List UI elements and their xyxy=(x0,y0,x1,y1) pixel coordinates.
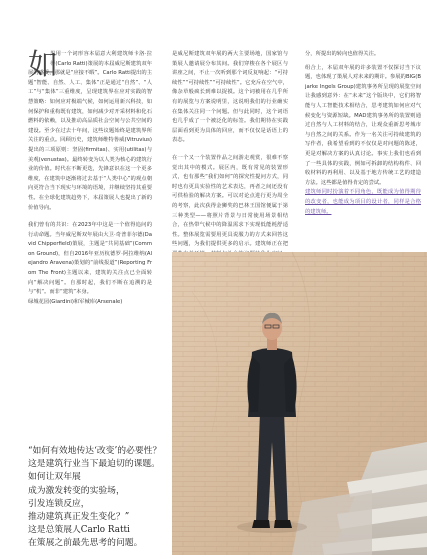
drop-cap: 如 xyxy=(28,48,58,83)
paragraph-7: 分，所提出的转向也值得关注。 xyxy=(305,51,380,57)
paragraph-5: 在一个又一个装置作品之间游走观赏，很难不察觉出其中的模式。展区内，既有常见的装置形式，也有那些“我们如何”的探究性提问方式，同时也有更具实验性的艺术表达，再者之间还没有可供检验的解决方案。可以对论点进行更为周全的考察，此次获得金狮奖的巴林王国馆便属于第三种类型——将照片背景与日常使用场景相结合，在热带气候中的降温需求下实现低能耗舒适性。整体展览需要用更具说服力的方式来回答这些问题，为我们提供更多的启示。建筑师正在把 xyxy=(172,154,288,248)
pull-quote-line: 引发连锁反应， xyxy=(28,498,90,509)
drop-cap-spacer xyxy=(28,50,50,68)
portrait-photo xyxy=(172,252,427,555)
paragraph-8: 组合上，本届双年展的许多装置不仅探讨当下议题，也体现了策展人对未来的期许。参展的BIG(Bjarke Ingels Group)建筑事务所呈现的展览空间让我感到意外：在“未来”这个版块中，它们将智能与人工智能技术相结合，思考建筑如何应对气候变化与资源短缺。MAD建筑事务所的装置则通过自然与人工材料的结合，让观众重新思考城市与自然之间的关系。作为一名关注可持续建筑的写作者，我希望看到的不仅仅是对问题的陈述，更是对解决方案的认真讨论。事实上我们也看到了一些具体的实践，例如可拆卸的结构构件、回收材料的再利用、以及基于地方传统工艺的建造方法。这些都是值得肯定的尝试。 xyxy=(305,64,421,186)
article-column-2 xyxy=(172,50,288,275)
article-column-1 xyxy=(28,50,152,450)
pull-quote-line: 如何让双年展 xyxy=(28,472,81,483)
article-column-3 xyxy=(305,50,421,216)
highlighted-link[interactable]: 建筑师同时扮演着不同角色，既能成为值得期待的改变者，也能成为项目的设计者，同样是合格的建筑师。 xyxy=(305,189,421,215)
pull-quote-line: 在策展之前最先思考的问题。 xyxy=(28,538,143,549)
pull-quote-line: 这是建筑行业当下最迫切的课题。 xyxy=(28,459,160,470)
paragraph-2: 我们曾有的共识：在2023年中这是一个值得追问的行动命题。当年威尼斯双年展由大卫·奇普菲尔德(David Chipperfield)策展，主题是“共同基础”(Common Ground)，但自2016年亚历杭德罗·阿拉维纳(Alejandro Aravena)策划的“前线报道”(Reporting From The Front)主题以来，建筑的关注点已全面转向“解决问题”。自那时起，我们不断在追溯的是与“机“。而非“建筑”本身。 xyxy=(28,222,152,296)
pull-quote-line: “如何有效地传达‘改变’的必要性？ xyxy=(28,446,162,456)
portrait-photo-image xyxy=(172,252,427,555)
paragraph-1: 果用一个词形容本届意大利建筑师卡洛·拉蒂(Carlo Ratti)策展的本届威尼斯建筑双年展的感受，那就是“应接不暇”。Carlo Ratti提出的主题“智能、自然、人工、集体”正是通过“自然”、“人工”与“集体”三重维度，呈现建筑界在应对实践的智慧策略：如何应对极端气候，如何运用新兴科技，如何保护和重构既有建筑，如何减少对开采材料和化石燃料的依赖，以及推动高品质社会空间与公共空间的建设。至少在过去十年间，这些议题始终是建筑界所关注的重点。回顾历史，建筑师维特鲁威(Vitruvius)提出的三项原则：坚固(firmitas)、实用(utilitas)与美观(venustas)。最终转变为以人类为核心的建筑行业的价值。时代在不断更迭，先锋意识在这一个更多维度，在建筑中逐渐将过去基于“人类中心”的观点朝向更符合当下现实与环境的语境，并继续坚持其重要性。在全球化建筑趋势下，本届策展人也提出了新的价值导向。 xyxy=(28,51,152,211)
pull-quote-line: 这是总策展人Carlo Ratti xyxy=(28,525,130,536)
paragraph-3: 绿城花园(Giardini)和军械库(Arsenale) xyxy=(28,298,123,305)
pull-quote xyxy=(28,445,168,551)
pull-quote-line: 成为激发转变的实验场， xyxy=(28,485,125,496)
pull-quote-line: 推动建筑真正发生变化？” xyxy=(28,512,130,523)
paragraph-4: 是威尼斯建筑双年展的两大主要场地，国家馆与策展人邀请展分布其间。我们穿梭在各个展区与讲座之间，不止一次听到那个词反复响起：“可持续性”“可持续性”“可持续性”。它充斥在空气中，像杂草般疯长到难以捉摸。这个词被用在几乎所有的展览与方案说明里，这说明我们的行业确实在集体关注同一个问题。但与此同时，这个词语也几乎成了一个被泛化的标签。我们期待在实践层面看到更为具体的回应，而不仅仅是话语上的表态。 xyxy=(172,51,288,144)
